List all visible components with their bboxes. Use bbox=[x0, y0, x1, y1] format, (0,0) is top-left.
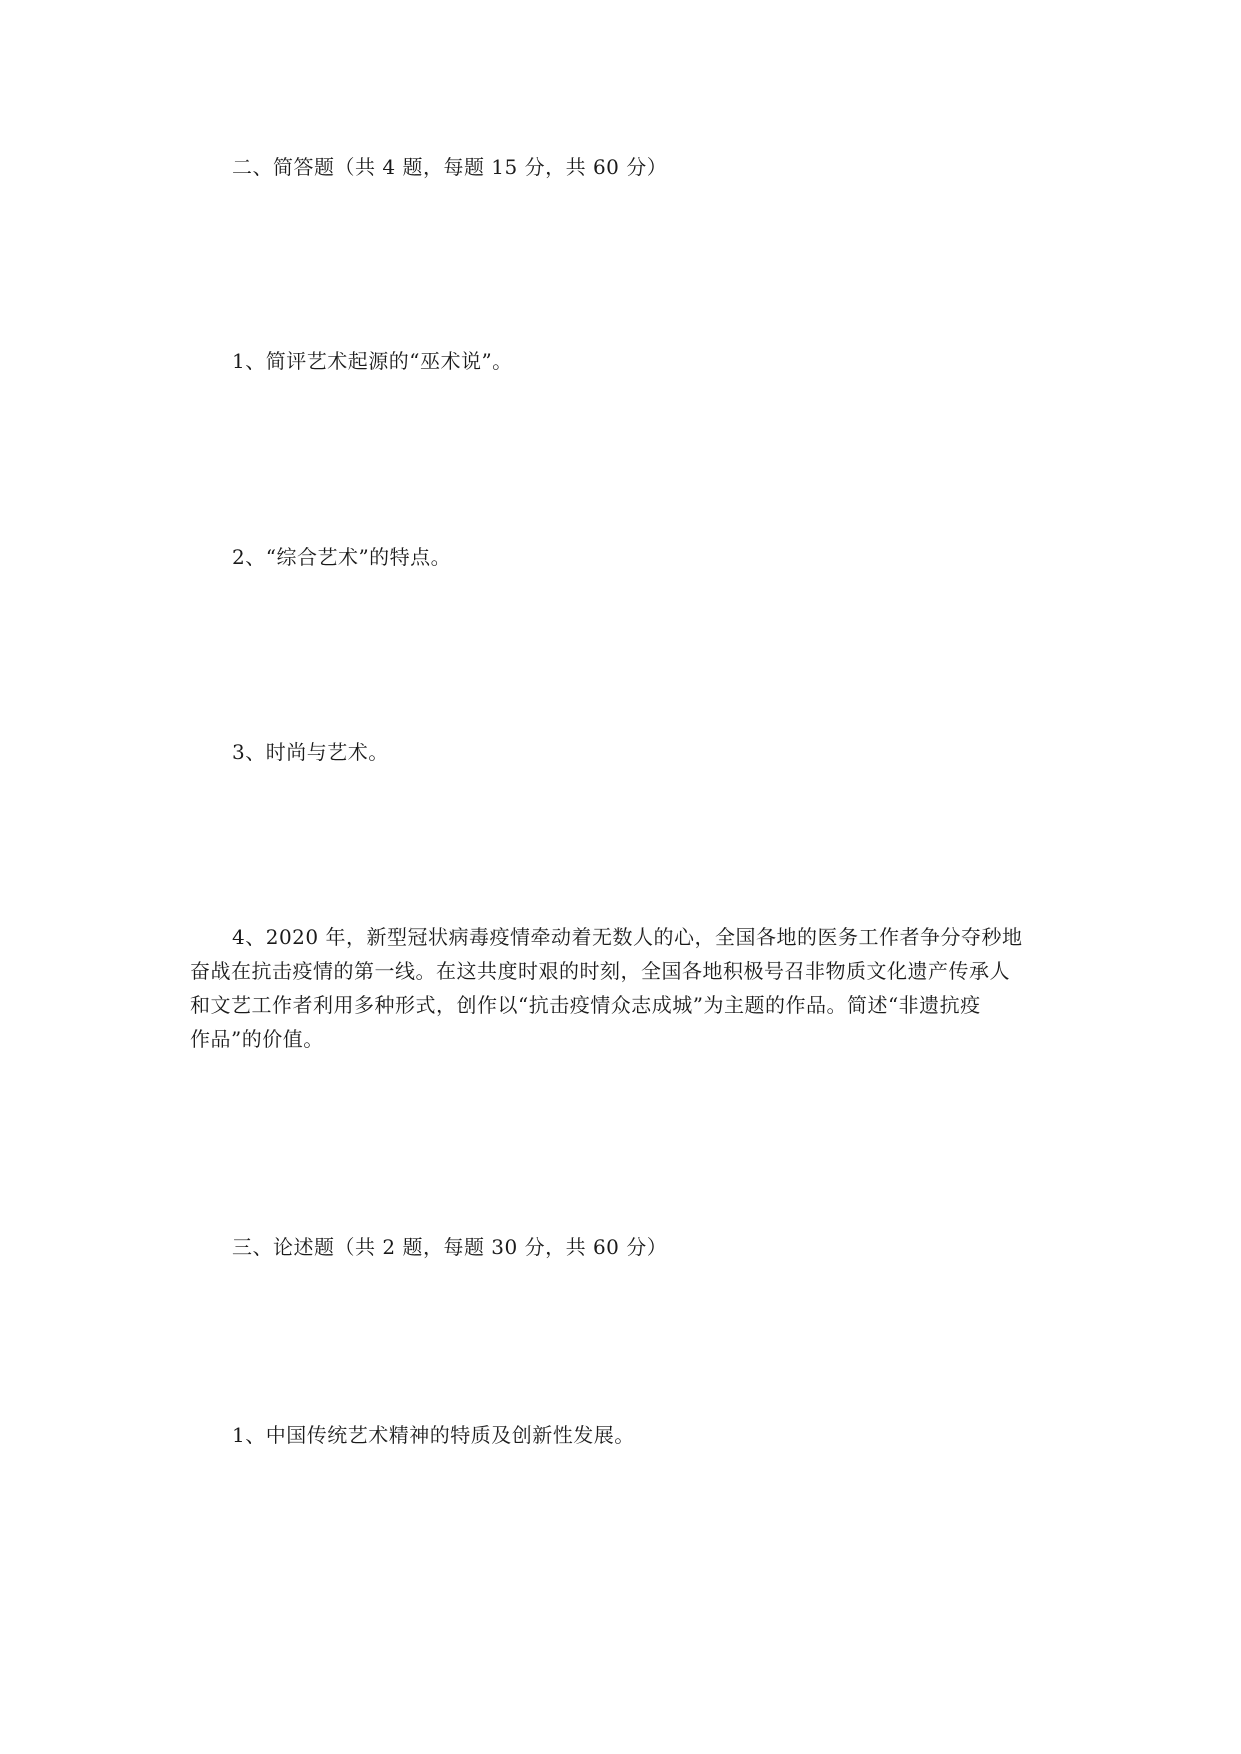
essay-question-1: 1、中国传统艺术精神的特质及创新性发展。 bbox=[232, 1423, 635, 1447]
question-4-line: 和文艺工作者利用多种形式，创作以“抗击疫情众志成城”为主题的作品。简述“非遗抗疫 bbox=[190, 993, 981, 1017]
question-2-comprehensive-art: 2、“综合艺术”的特点。 bbox=[232, 545, 452, 569]
question-4-line: 作品”的价值。 bbox=[190, 1027, 324, 1051]
section-heading-short-answer: 二、简答题（共 4 题，每题 15 分，共 60 分） bbox=[232, 155, 668, 179]
section-heading-essay: 三、论述题（共 2 题，每题 30 分，共 60 分） bbox=[232, 1235, 668, 1259]
question-3-fashion-and-art: 3、时尚与艺术。 bbox=[232, 740, 389, 764]
question-4-line: 奋战在抗击疫情的第一线。在这共度时艰的时刻，全国各地积极号召非物质文化遗产传承人 bbox=[190, 959, 1010, 983]
question-4-line: 4、2020 年，新型冠状病毒疫情牵动着无数人的心，全国各地的医务工作者争分夺秒地 bbox=[232, 925, 1023, 949]
question-4-paragraph bbox=[190, 920, 1060, 1056]
question-1-witchcraft-theory: 1、简评艺术起源的“巫术说”。 bbox=[232, 349, 513, 373]
